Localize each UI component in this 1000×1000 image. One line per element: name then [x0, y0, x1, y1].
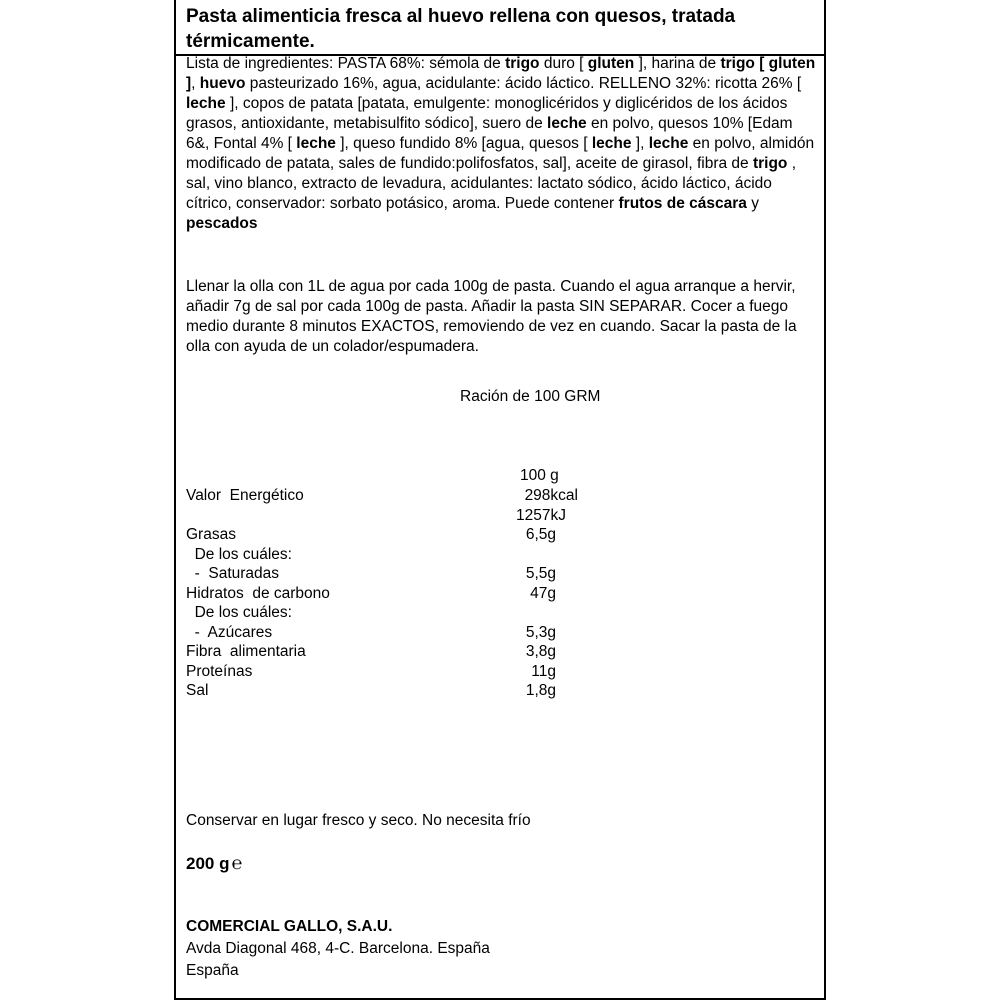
allergen-text: pescados — [186, 215, 258, 232]
ingredient-text: y — [746, 195, 759, 212]
ingredient-text: ], copos de patata [patata, emulgente: monoglicéridos y diglicéridos de los ácidos grasos, antioxidante, metabisulfito sódico], suero de — [186, 95, 788, 132]
ingredient-text: en polvo, quesos 10% [Edam 6&, Fontal 4% [ — [186, 115, 793, 152]
nutrition-label: Proteínas — [186, 662, 253, 680]
company-name: COMERCIAL GALLO, S.A.U. — [186, 918, 393, 935]
allergen-text: trigo — [505, 55, 540, 72]
nutrition-label: Grasas — [186, 526, 236, 543]
nutrition-value: 3,8g — [525, 643, 556, 660]
nutrition-label: Valor Energético — [186, 487, 304, 504]
ingredient-text: ], — [631, 135, 649, 152]
allergen-text: frutos de cáscara — [618, 195, 747, 212]
ingredient-text: Lista de ingredientes: PASTA 68%: sémola de — [186, 55, 506, 72]
ingredient-text: , sal, vino blanco, extracto de levadura, acidulantes: lactato sódico, ácido láctico, ácido cítrico, conservador: sorbato potásico, aroma. Puede contener — [186, 155, 797, 212]
serving-size-label: Ración de 100 GRM — [460, 388, 601, 405]
allergen-text: leche — [296, 135, 336, 152]
allergen-text: gluten — [587, 55, 635, 72]
nutrition-column-header: 100 g — [520, 467, 559, 484]
nutrition-label: Fibra alimentaria — [186, 643, 306, 660]
company-address: Avda Diagonal 468, 4-C. Barcelona. España — [186, 940, 490, 957]
ingredient-text: , — [191, 75, 200, 92]
estimated-sign-icon: ℮ — [231, 853, 243, 873]
nutrition-label: - Saturadas — [186, 565, 280, 582]
company-country: España — [186, 962, 239, 979]
nutrition-label: De los cuáles: — [186, 545, 292, 563]
allergen-text: leche — [648, 135, 689, 152]
cooking-instructions: Llenar la olla con 1L de agua por cada 100g de pasta. Cuando el agua arranque a hervir, añadir 7g de sal por cada 100g de pasta. Añadir la pasta SIN SEPARAR. Cocer a fuego medio durante 8 minutos EXACTOS, removiendo de vez en cuando. Sacar la pasta de la olla con ayuda de un colador/espumadera. — [186, 278, 797, 355]
nutrition-value: 298kcal — [524, 487, 578, 504]
storage-instructions: Conservar en lugar fresco y seco. No necesita frío — [186, 812, 531, 829]
allergen-text: huevo — [199, 75, 246, 92]
allergen-text: trigo — [752, 155, 788, 172]
ingredient-text: en polvo, almidón modificado de patata, sales de fundido:polifosfatos, sal], aceite de girasol, fibra de — [186, 135, 815, 172]
allergen-text: leche — [186, 95, 226, 112]
nutrition-value: 5,5g — [525, 565, 556, 582]
net-weight-value: 200 g — [186, 854, 230, 873]
nutrition-label: Sal — [186, 682, 209, 699]
nutrition-value: 11g — [531, 662, 556, 680]
ingredient-text: ], harina de — [634, 55, 721, 72]
nutrition-value: 1257kJ — [516, 506, 566, 524]
nutrition-value: 1,8g — [525, 682, 556, 699]
allergen-text: leche — [547, 115, 587, 132]
nutrition-label: Hidratos de carbono — [186, 584, 330, 602]
allergen-text: trigo [ gluten ] — [186, 55, 816, 92]
nutrition-label: De los cuáles: — [186, 604, 292, 621]
net-weight — [186, 853, 242, 874]
allergen-text: leche — [591, 135, 632, 152]
product-title: Pasta alimenticia fresca al huevo rellena con quesos, tratada térmicamente. — [186, 6, 736, 52]
ingredient-text: ], queso fundido 8% [agua, quesos [ — [335, 135, 592, 152]
nutrition-value: 47g — [530, 584, 556, 602]
ingredient-text: duro [ — [539, 55, 588, 72]
nutrition-label: - Azúcares — [186, 623, 273, 641]
ingredients-text — [186, 54, 816, 234]
ingredient-text: pasteurizado 16%, agua, acidulante: ácido láctico. RELLENO 32%: ricotta 26% [ — [245, 75, 802, 92]
nutrition-value: 5,3g — [525, 623, 556, 641]
nutrition-value: 6,5g — [525, 526, 556, 543]
